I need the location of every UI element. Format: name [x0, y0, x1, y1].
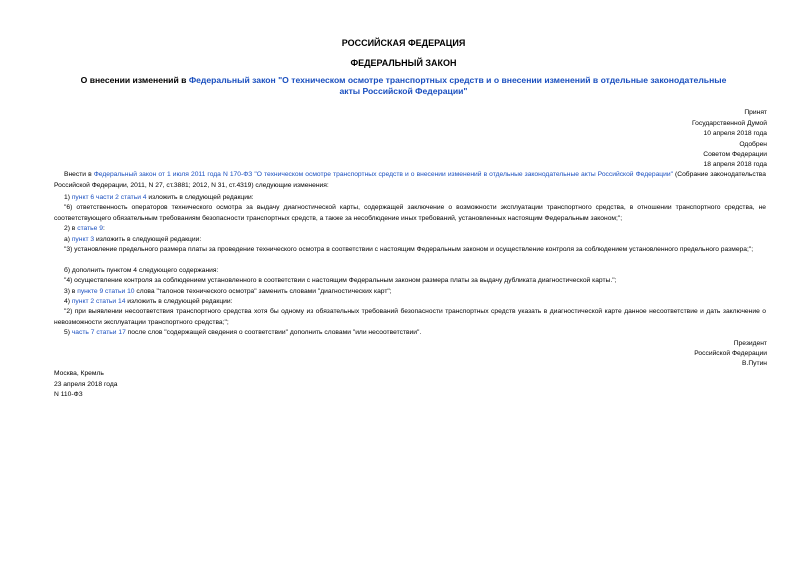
item-1-link[interactable]: пункт 6 части 2 статьи 4 — [71, 194, 147, 201]
signature-org: Российской Федерации — [694, 350, 767, 357]
item-3-pre: 3) в — [64, 288, 78, 295]
item-3-post: слова "талонов технического осмотра" заменить словами "диагностических карт"; — [134, 288, 392, 295]
approved-date: 18 апреля 2018 года — [703, 161, 767, 168]
item-2a-pre: а) — [64, 236, 72, 243]
item-2-num: 2) в — [64, 225, 78, 232]
item-4-post: изложить в следующей редакции: — [125, 298, 233, 305]
doc-type-heading: ФЕДЕРАЛЬНЫЙ ЗАКОН — [350, 58, 457, 68]
approved-by: Советом Федерации — [703, 151, 767, 158]
law-title — [70, 75, 737, 97]
item-5-post: после слов "содержащей сведения о соответствии" дополнить словами "или несоответствии". — [125, 329, 422, 336]
item-5-link[interactable]: часть 7 статьи 17 — [71, 329, 126, 336]
item-4-text: "2) при выявлении несоответствия транспортного средства хотя бы одному из обязательных требований безопасности транспортных средств указать в диагностической карте данное несоответствие и дать заключение о невозможности эксплуатации транспортного средства;"; — [54, 308, 766, 326]
item-2b-text: "4) осуществление контроля за соблюдением установленного в соответствии с настоящим Федеральным законом размера платы за выдачу дубликата диагностической карты."; — [64, 277, 617, 284]
item-2a-text: "3) установление предельного размера платы за проведение технического осмотра в соответствии с настоящим Федеральным законом и осуществление контроля за соблюдением установленного предельного размера;"; — [64, 246, 754, 253]
item-2a-link[interactable]: пункт 3 — [71, 236, 95, 243]
item-2-link[interactable]: статье 9 — [77, 225, 103, 232]
item-2b: б) дополнить пунктом 4 следующего содержания: — [64, 267, 219, 274]
intro-post: (Собрание законодательства Российской Федерации, 2011, N 27, ст.3881; 2012, N 31, ст.4319) следующие изменения: — [54, 171, 766, 189]
law-number: N 110-ФЗ — [54, 391, 83, 398]
law-title-link[interactable]: Федеральный закон "О техническом осмотре транспортных средств и о внесении изменений в отдельные законодательные акты Российской Федерации" — [188, 75, 727, 96]
item-5-pre: 5) — [64, 329, 72, 336]
signing-place: Москва, Кремль — [54, 370, 104, 377]
intro-paragraph — [54, 169, 766, 191]
law-title-prefix: О внесении изменений в — [80, 75, 189, 85]
item-4-pre: 4) — [64, 298, 72, 305]
item-4-link[interactable]: пункт 2 статьи 14 — [71, 298, 126, 305]
item-1-post: изложить в следующей редакции: — [146, 194, 254, 201]
item-2-post: : — [102, 225, 105, 232]
adopted-by: Государственной Думой — [692, 120, 767, 127]
signature-name: В.Путин — [742, 360, 767, 367]
signature-title: Президент — [733, 340, 767, 347]
adopted-label: Принят — [744, 109, 767, 116]
intro-pre: Внести в — [64, 171, 94, 178]
item-2a-post: изложить в следующей редакции: — [94, 236, 202, 243]
item-2 — [54, 223, 776, 234]
approved-label: Одобрен — [739, 141, 767, 148]
item-1-num: 1) — [64, 194, 72, 201]
item-5 — [54, 327, 776, 338]
intro-law-link[interactable]: Федеральный закон от 1 июля 2011 года N 170-ФЗ "О техническом осмотре транспортных средств и о внесении изменений в отдельные законодательные акты Российской Федерации" — [93, 171, 673, 178]
item-1-text: "6) ответственность операторов технического осмотра за выдачу диагностической карты, содержащей заключение о возможности эксплуатации транспортного средства, в отношении транспортного средства, не соответствующего обязательным требованиям безопасности транспортных средств, а также за несоблюдение иных требований, установленных настоящим Федеральным законом;"; — [54, 204, 766, 222]
item-3-link[interactable]: пункте 9 статьи 10 — [77, 288, 135, 295]
signing-date: 23 апреля 2018 года — [54, 381, 118, 388]
adopted-date: 10 апреля 2018 года — [703, 130, 767, 137]
country-heading: РОССИЙСКАЯ ФЕДЕРАЦИЯ — [341, 38, 466, 48]
